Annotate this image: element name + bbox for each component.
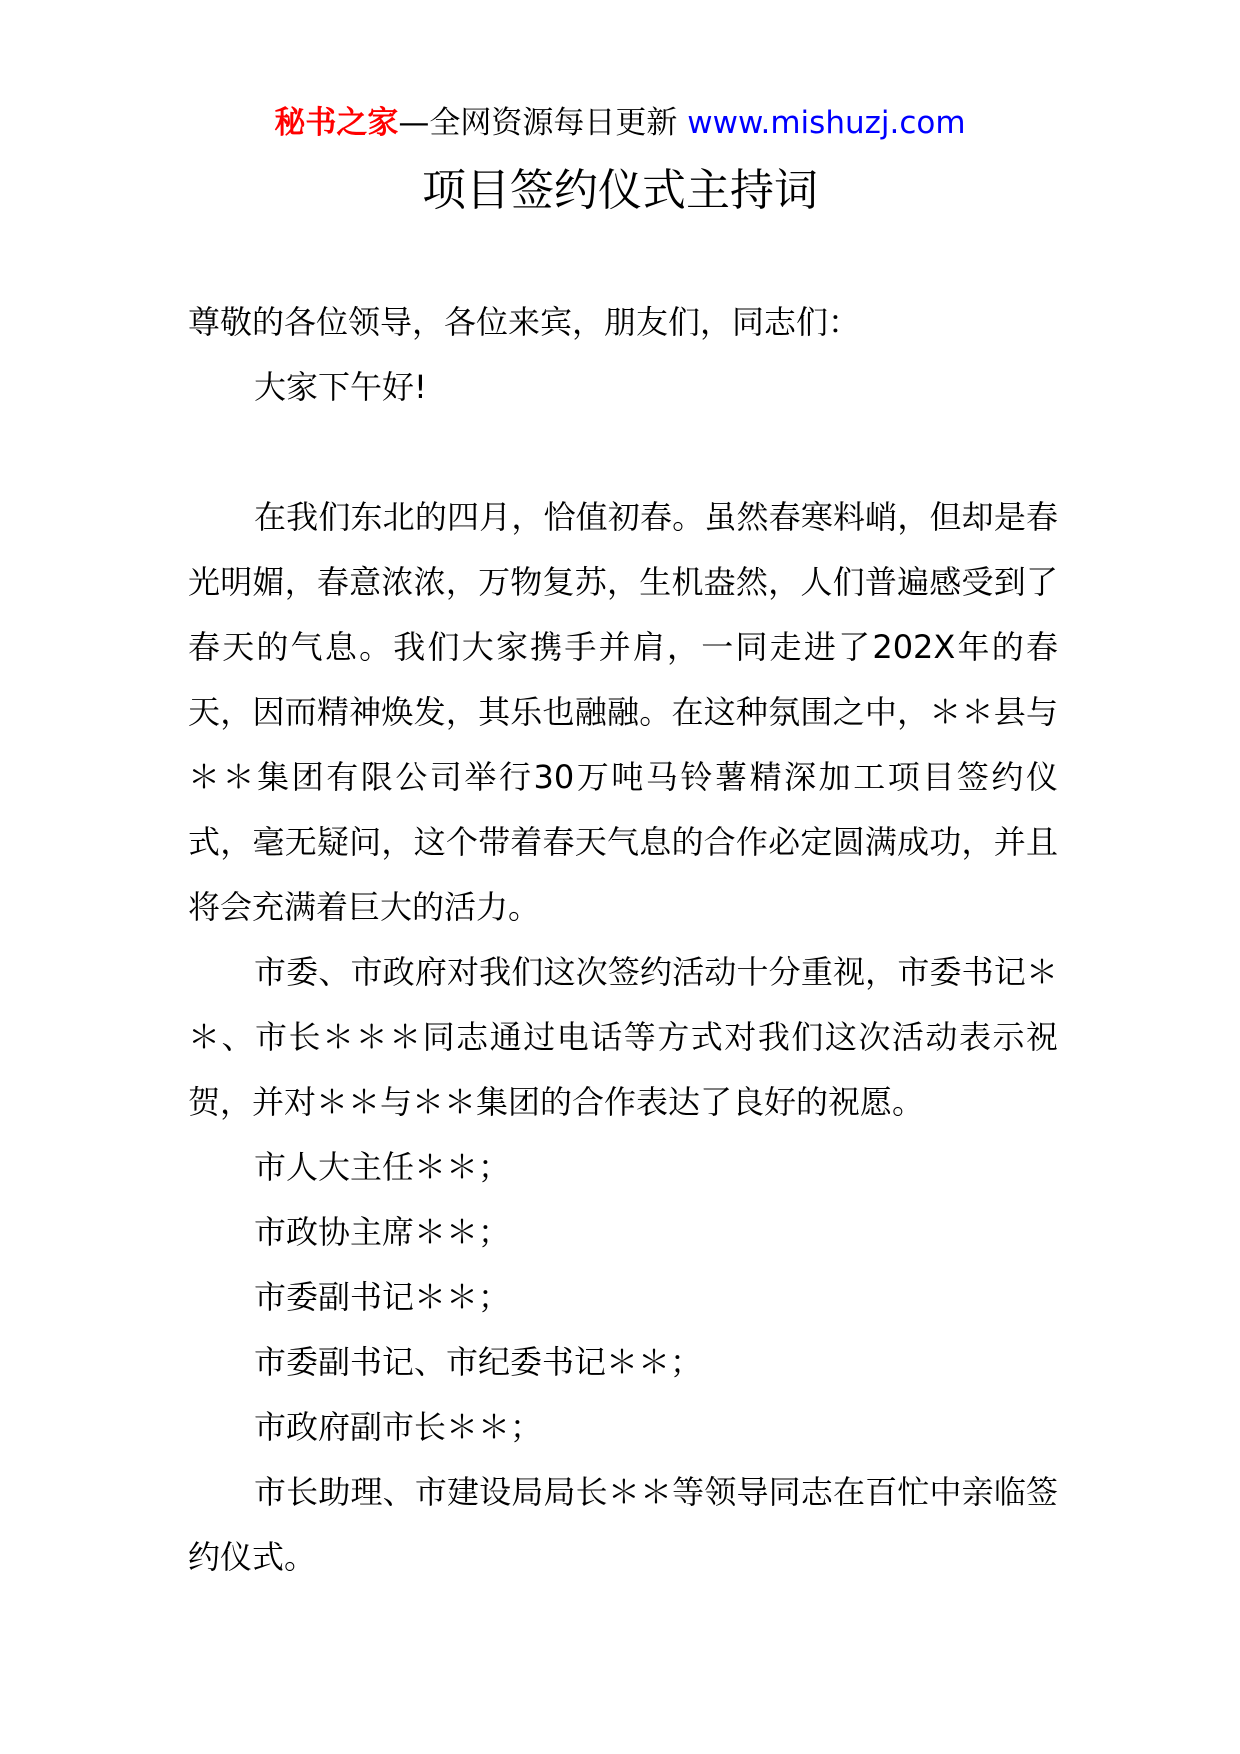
salutation-paragraph: 尊敬的各位领导，各位来宾，朋友们，同志们： [188, 303, 861, 341]
guest-list-item: 市政府副市长＊＊； [254, 1408, 543, 1446]
guest-list-item: 市委副书记、市纪委书记＊＊； [254, 1343, 703, 1381]
site-header [0, 100, 1240, 146]
body-paragraph: 市委、市政府对我们这次签约活动十分重视，市委书记＊＊、市长＊＊＊同志通过电话等方式对我们这次活动表示祝贺，并对＊＊与＊＊集团的合作表达了良好的祝愿。 [188, 953, 1058, 1121]
document-body [188, 290, 1058, 1590]
paragraph-spacer [188, 420, 1058, 485]
site-url-link[interactable]: www.mishuzj.com [687, 105, 966, 141]
site-slogan: —全网资源每日更新 [398, 105, 678, 141]
body-paragraph: 在我们东北的四月，恰值初春。虽然春寒料峭，但却是春光明媚，春意浓浓，万物复苏，生机盎然，人们普遍感受到了春天的气息。我们大家携手并肩，一同走进了202X年的春天，因而精神焕发，其乐也融融。在这种氛围之中，＊＊县与＊＊集团有限公司举行30万吨马铃薯精深加工项目签约仪式，毫无疑问，这个带着春天气息的合作必定圆满成功，并且将会充满着巨大的活力。 [188, 498, 1058, 926]
body-paragraph: 市长助理、市建设局局长＊＊等领导同志在百忙中亲临签约仪式。 [188, 1473, 1058, 1576]
document-title: 项目签约仪式主持词 [422, 165, 818, 216]
guest-list-item: 市委副书记＊＊； [254, 1278, 511, 1316]
greeting-paragraph: 大家下午好! [254, 368, 427, 406]
site-brand: 秘书之家 [274, 105, 399, 141]
guest-list-item: 市政协主席＊＊； [254, 1213, 511, 1251]
guest-list-item: 市人大主任＊＊； [254, 1148, 511, 1186]
